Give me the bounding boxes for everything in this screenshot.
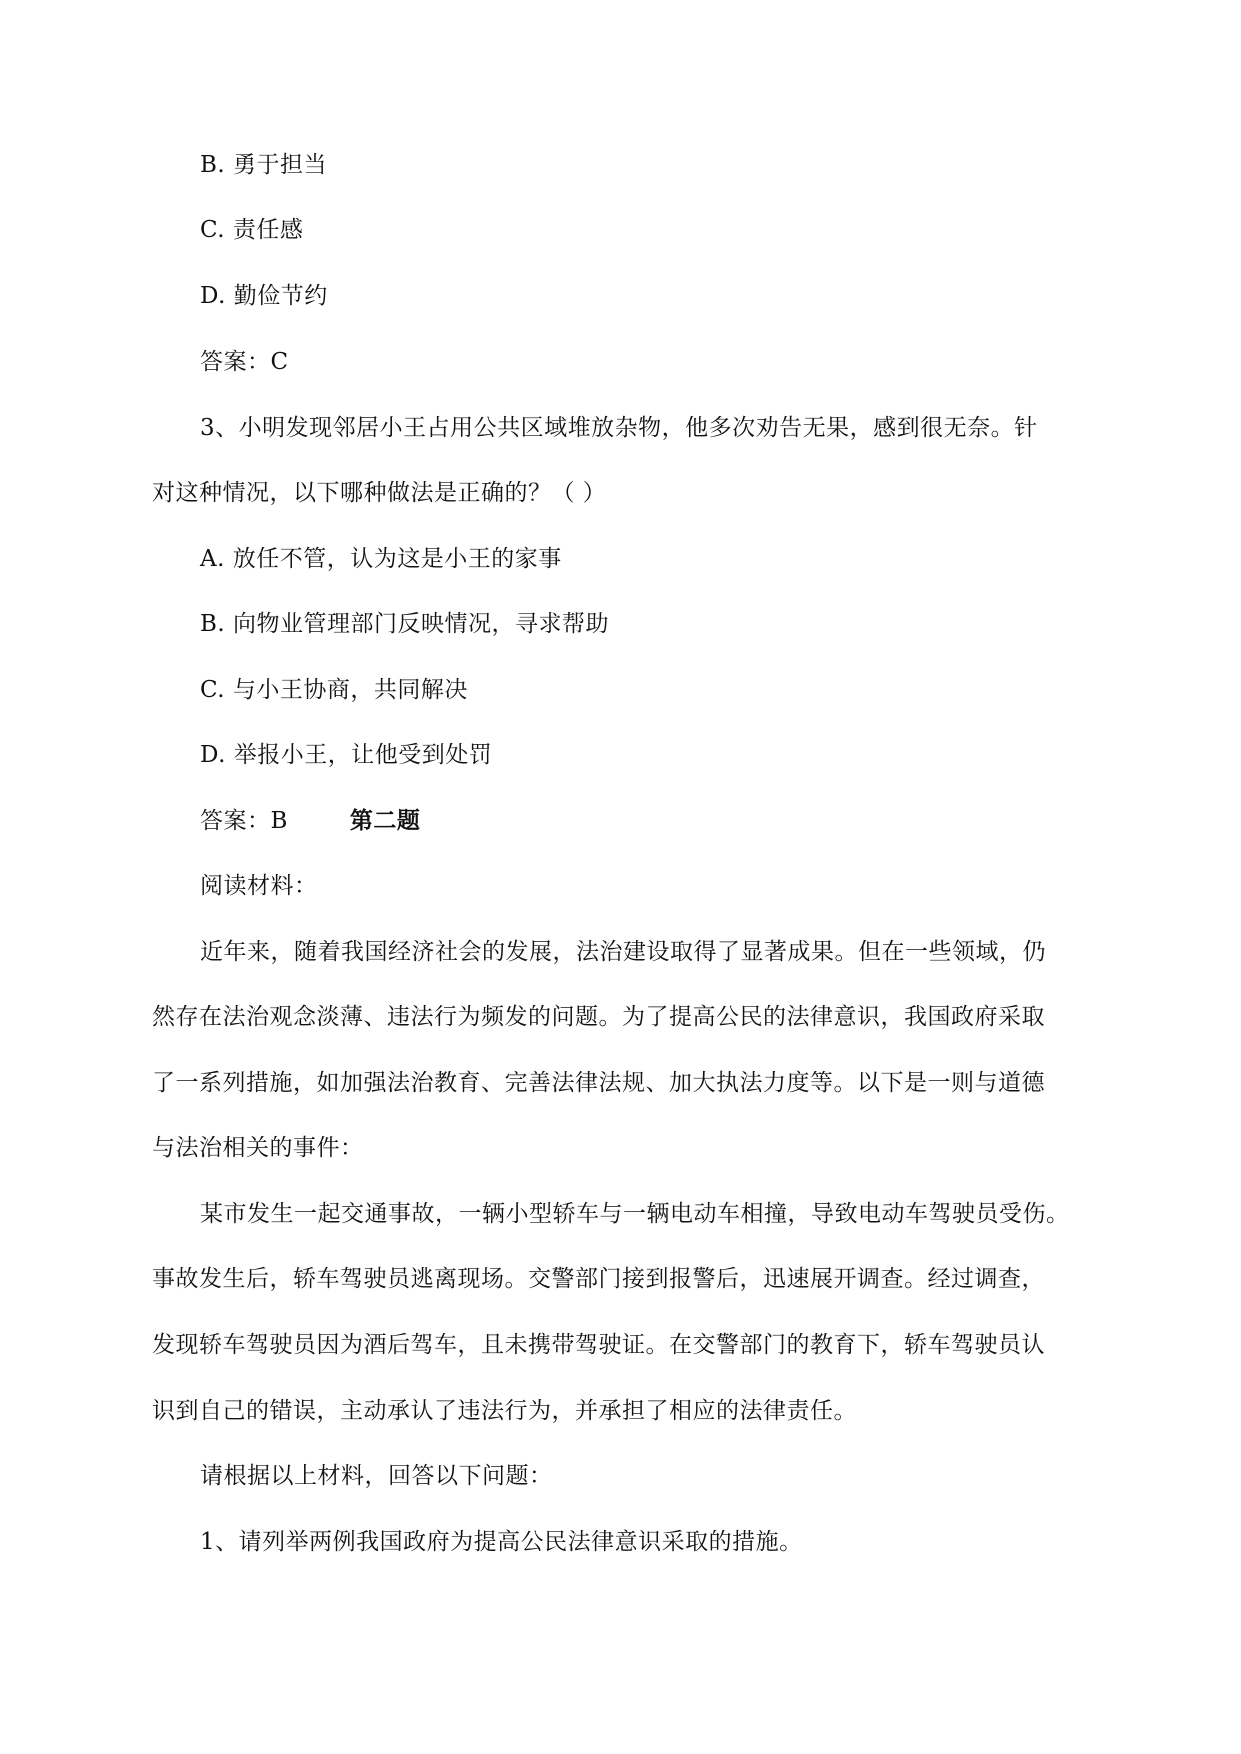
paragraph-2-line-3: 发现轿车驾驶员因为酒后驾车，且未携带驾驶证。在交警部门的教育下，轿车驾驶员认 <box>152 1332 1045 1358</box>
paragraph-1-line-3: 了一系列措施，如加强法治教育、完善法律法规、加大执法力度等。以下是一则与道德 <box>152 1070 1045 1096</box>
paragraph-1-line-1: 近年来，随着我国经济社会的发展，法治建设取得了显著成果。但在一些领域，仍 <box>200 939 1046 965</box>
question-3-option-b: B. 向物业管理部门反映情况，寻求帮助 <box>200 611 610 637</box>
question-3-answer: 答案：B <box>200 808 288 834</box>
paragraph-1-line-4: 与法治相关的事件： <box>152 1135 364 1161</box>
question-3-option-c: C. 与小王协商，共同解决 <box>200 677 468 703</box>
question-3-option-d: D. 举报小王，让他受到处罚 <box>200 742 493 768</box>
answer-and-heading-line <box>200 806 420 836</box>
option-c-text: C. 责任感 <box>200 217 304 243</box>
paragraph-2-line-1: 某市发生一起交通事故，一辆小型轿车与一辆电动车相撞，导致电动车驾驶员受伤。 <box>200 1201 1070 1227</box>
question-prompt: 请根据以上材料，回答以下问题： <box>200 1463 553 1489</box>
paragraph-2-line-2: 事故发生后，轿车驾驶员逃离现场。交警部门接到报警后，迅速展开调查。经过调查， <box>152 1266 1045 1292</box>
option-d-text: D. 勤俭节约 <box>200 283 328 309</box>
paragraph-1-line-2: 然存在法治观念淡薄、违法行为频发的问题。为了提高公民的法律意识，我国政府采取 <box>152 1004 1045 1030</box>
section-2-question-1: 1、请列举两例我国政府为提高公民法律意识采取的措施。 <box>200 1529 803 1555</box>
question-3-option-a: A. 放任不管，认为这是小王的家事 <box>200 546 562 572</box>
section-2-heading: 第二题 <box>349 808 421 834</box>
paragraph-2-line-4: 识到自己的错误，主动承认了违法行为，并承担了相应的法律责任。 <box>152 1398 857 1424</box>
answer-text: 答案：C <box>200 349 289 375</box>
question-3-stem-line-2: 对这种情况，以下哪种做法是正确的？（ ） <box>152 480 607 506</box>
option-b-text: B. 勇于担当 <box>200 152 328 178</box>
reading-material-label: 阅读材料： <box>200 873 318 899</box>
question-3-stem-line-1: 3、小明发现邻居小王占用公共区域堆放杂物，他多次劝告无果，感到很无奈。针 <box>200 415 1038 441</box>
